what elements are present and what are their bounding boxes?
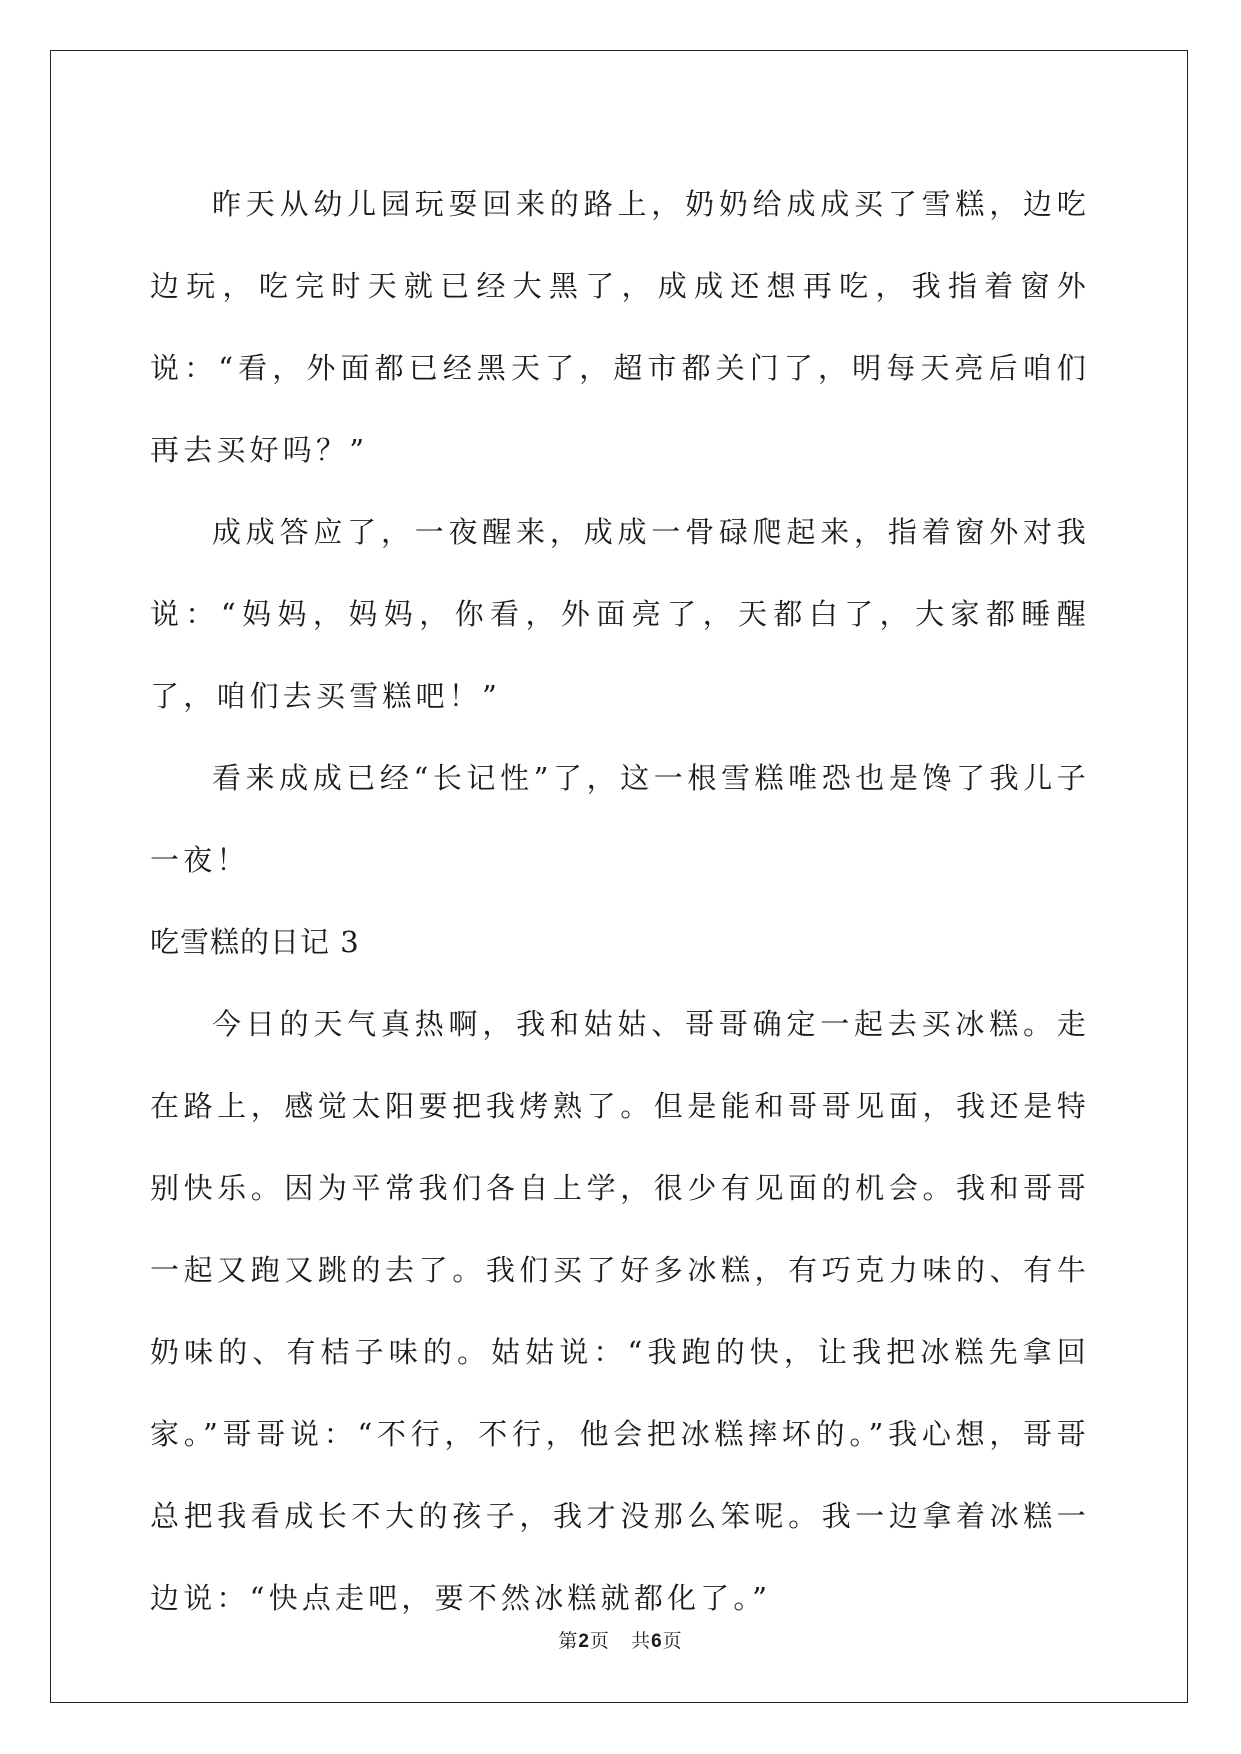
document-body [150,163,1090,1639]
page-footer [0,1626,1241,1653]
footer-prefix: 第 [558,1630,579,1652]
footer-total-pages: 6 [651,1631,663,1652]
paragraph-2: 成成答应了，一夜醒来，成成一骨碌爬起来，指着窗外对我说：“妈妈，妈妈，你看，外面亮了，天都白了，大家都睡醒了，咱们去买雪糕吧！” [150,515,1090,713]
paragraph-3: 看来成成已经“长记性”了，这一根雪糕唯恐也是馋了我儿子一夜！ [150,761,1090,877]
paragraph-1: 昨天从幼儿园玩耍回来的路上，奶奶给成成买了雪糕，边吃边玩，吃完时天就已经大黑了，成成还想再吃，我指着窗外说：“看，外面都已经黑天了，超市都关门了，明每天亮后咱们再去买好吗？” [150,187,1090,467]
section-title: 吃雪糕的日记 3 [150,925,360,959]
footer-total-prefix: 共 [631,1630,652,1652]
footer-page-suffix: 页 [589,1630,610,1652]
footer-page-number: 2 [578,1631,590,1652]
footer-total-suffix: 页 [662,1630,683,1652]
paragraph-4: 今日的天气真热啊，我和姑姑、哥哥确定一起去买冰糕。走在路上，感觉太阳要把我烤熟了。但是能和哥哥见面，我还是特别快乐。因为平常我们各自上学，很少有见面的机会。我和哥哥一起又跑又跳的去了。我们买了好多冰糕，有巧克力味的、有牛奶味的、有桔子味的。姑姑说：“我跑的快，让我把冰糕先拿回家。”哥哥说：“不行，不行，他会把冰糕摔坏的。”我心想，哥哥总把我看成长不大的孩子，我才没那么笨呢。我一边拿着冰糕一边说：“快点走吧，要不然冰糕就都化了。” [150,1007,1090,1615]
